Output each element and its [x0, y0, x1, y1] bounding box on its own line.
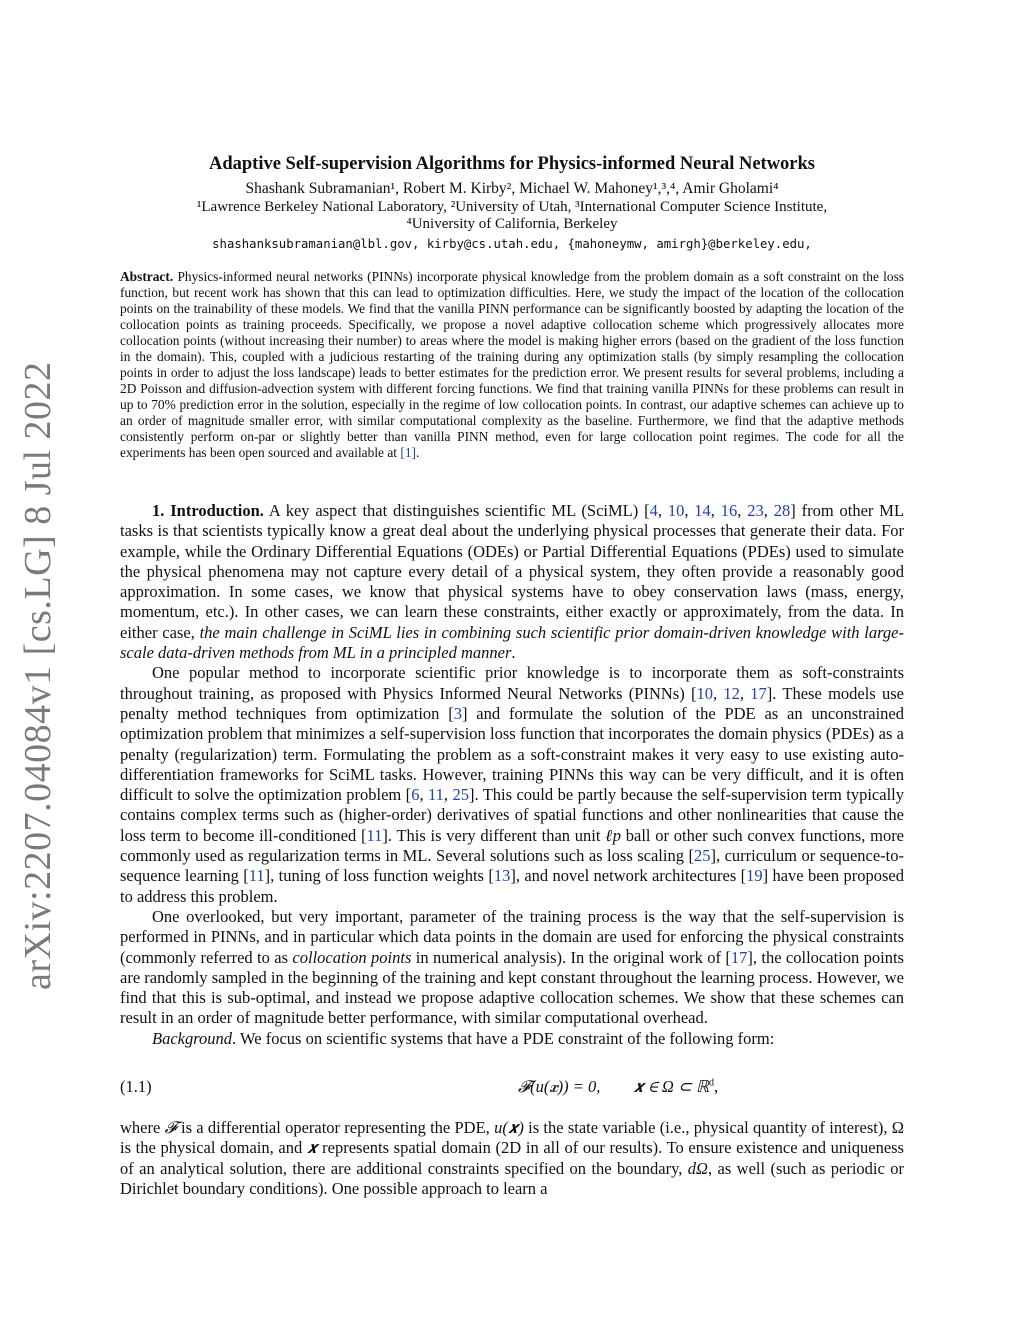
- citation-link[interactable]: 25: [452, 785, 469, 805]
- citation-link[interactable]: 23: [747, 501, 764, 520]
- emphasis-text: collocation points: [292, 947, 412, 967]
- citation-link[interactable]: 12: [723, 683, 740, 703]
- citation-link[interactable]: 17: [750, 683, 767, 703]
- math-symbol: u(𝒙): [494, 1118, 524, 1137]
- affiliation-line-1: ¹Lawrence Berkeley National Laboratory, ²University of Utah, ³International Computer Science Institute,: [196, 199, 828, 215]
- paper-title: Adaptive Self-supervision Algorithms for Physics-informed Neural Networks: [208, 154, 816, 174]
- abstract-end: .: [415, 445, 420, 460]
- text-run: One overlooked, but very important, parameter of the training process is the way that the self-supervision is performed in PINNs, and in particular which data points in the domain are used for enforcing the physical constraints (commonly referred to as: [120, 906, 904, 967]
- intro-paragraph-4: [120, 1029, 904, 1049]
- equation-body: [518, 1077, 718, 1097]
- citation-link[interactable]: 14: [694, 501, 711, 520]
- text-run: ]. This is very different than unit: [382, 825, 606, 845]
- text-run: ] from other ML tasks is that scientists typically know a great deal about the underlying physical processes that generate their data. For example, while the Ordinary Differential Equations (ODEs) or Partial Differential Equations (PDEs) used to simulate the physical phenomena may not capture every detail of a physical system, they often provide a reasonably good approximation. In some cases, we know that physical systems have to obey conservation laws (mass, energy, momentum, etc.). In other cases, we can learn these constraints, either exactly or approximately, from the data. In either case,: [120, 501, 905, 642]
- text-run: is the state variable (i.e., physical quantity of interest), Ω is the physical domain, and: [120, 1118, 904, 1158]
- emphasis-text: the main challenge in SciML lies in combining such scientific prior domain-driven knowledge with large-scale data-driven methods from ML in a principled manner: [120, 622, 904, 663]
- post-equation-paragraph: [120, 1118, 904, 1199]
- abstract-label: Abstract.: [120, 269, 174, 284]
- math-symbol: 𝒙: [306, 1138, 318, 1158]
- affiliation-line-2: ⁴University of California, Berkeley: [406, 216, 618, 232]
- citation-link[interactable]: 6: [411, 785, 420, 805]
- section-heading: 1. Introduction.: [152, 501, 264, 520]
- author-list: Shashank Subramanian¹, Robert M. Kirby², Michael W. Mahoney¹,³,⁴, Amir Gholami⁴: [245, 180, 779, 197]
- text-run: .: [511, 643, 516, 663]
- text-run: . We focus on scientific systems that have a PDE constraint of the following form:: [232, 1028, 775, 1048]
- equation-superscript: d: [708, 1077, 714, 1089]
- text-run: ] and formulate the solution of the PDE as an unconstrained optimization problem that minimizes a self-supervision loss function that incorporates the domain physics (PDEs) as a penalty (regularization) term. Formulating the problem as a soft-constraint makes it very easy to use existing auto-differentiation frameworks for SciML tasks. However, training PINNs this way can be very difficult, and it is often difficult to solve the optimization problem [: [120, 703, 904, 805]
- math-symbol: dΩ: [687, 1158, 708, 1178]
- introduction-section: [120, 501, 904, 1049]
- equation-number: (1.1): [120, 1077, 152, 1096]
- equation-rhs: 𝒙 ∈ Ω ⊂ ℝ: [633, 1077, 709, 1096]
- citation-link[interactable]: 4: [649, 501, 658, 520]
- text-run: where: [120, 1118, 165, 1137]
- citation-link[interactable]: 3: [453, 703, 462, 723]
- text-run: is a differential operator representing the PDE,: [176, 1118, 495, 1137]
- intro-paragraph-3: [120, 907, 904, 1029]
- citation-link[interactable]: 11: [366, 825, 383, 845]
- abstract: [120, 269, 904, 461]
- text-run: ], tuning of loss function weights [: [264, 866, 494, 886]
- citation-link[interactable]: 16: [720, 501, 738, 520]
- equation-1-1: [120, 1077, 904, 1099]
- citation-link[interactable]: 11: [428, 785, 444, 805]
- text-run: ball or other such convex functions, more commonly used as regularization terms in ML. Several solutions such as loss scaling [: [120, 825, 905, 866]
- citation-link[interactable]: 28: [773, 501, 791, 520]
- citation-link[interactable]: 10: [667, 501, 685, 520]
- citation-link[interactable]: 19: [746, 866, 763, 886]
- citation-link[interactable]: 17: [730, 947, 748, 967]
- text-run: represents spatial domain (2D in all of our results). To ensure existence and uniqueness of an analytical solution, there are additional constraints specified on the boundary,: [120, 1138, 904, 1178]
- citation-link[interactable]: 10: [696, 683, 713, 703]
- intro-paragraph-2: One popular method to incorporate scientific prior knowledge is to incorporate them as soft-constraints throughout training, as proposed with Physics Informed Neural Networks (PINNs) [10, 12, 17]. These models use penalty method techniques from optimization [3] and formulate the solution of the PDE as an unconstrained optimization problem that minimizes a self-supervision loss function that incorporates the domain physics (PDEs) as a penalty (regularization) term. Formulating the problem as a soft-constraint makes it very easy to use existing auto-differentiation frameworks for SciML tasks. However, training PINNs this way can be very difficult, and it is often difficult to solve the optimization problem [6, 11, 25]. This could be partly because the self-supervision term typically contains complex terms such as (higher-order) derivatives of spatial functions and other nonlinearities that cause the loss term to become ill-conditioned [11]. This is very different than unit ℓp ball or other such convex functions, more commonly used as regularization terms in ML. Several solutions such as loss scaling [25], curriculum or sequence-to-sequence learning [11], tuning of loss function weights [13], and novel network architectures [19] have been proposed to address this problem.: [120, 663, 905, 906]
- citation-link[interactable]: [1]: [400, 445, 416, 460]
- text-run: ]. This could be partly because the self-supervision term typically contains complex terms such as (higher-order) derivatives of spatial functions and other nonlinearities that cause the loss term to become ill-conditioned [: [120, 785, 904, 845]
- text-run: ]. These models use penalty method techniques from optimization [: [120, 683, 905, 723]
- text-run: ], curriculum or sequence-to-sequence learning [: [120, 846, 904, 886]
- text-run: A key aspect that distinguishes scientific ML (SciML) [: [268, 501, 650, 520]
- abstract-text: Physics-informed neural networks (PINNs) incorporate physical knowledge from the problem domain as a soft constraint on the loss function, but recent work has shown that this can lead to optimization difficulties. Here, we study the impact of the location of the collocation points on the trainability of these models. We find that the vanilla PINN performance can be significantly boosted by adapting the location of the collocation points as training proceeds. Specifically, we propose a novel adaptive collocation scheme which progressively allocates more collocation points (without increasing their number) to areas where the model is making higher errors (based on the gradient of the loss function in the domain). This, coupled with a judicious restarting of the training during any optimization stalls (by simply resampling the collocation points in order to adjust the loss landscape) leads to better estimates for the prediction error. We present results for several problems, including a 2D Poisson and diffusion-advection system with different forcing functions. We find that training vanilla PINNs for these problems can result in up to 70% prediction error in the solution, especially in the regime of low collocation points. In contrast, our adaptive schemes can achieve up to an order of magnitude smaller error, with similar computational complexity as the baseline. Furthermore, we find that the adaptive methods consistently perform on-par or slightly better than vanilla PINN method, even for large collocation point regimes. The code for all the experiments has been open sourced and available at: [120, 269, 904, 460]
- intro-paragraph-1: 1. Introduction. A key aspect that distinguishes scientific ML (SciML) [4, 10, 14, 16, 23, 28] from other ML tasks is that scientists typically know a great deal about the underlying physical processes that generate their data. For example, while the Ordinary Differential Equations (ODEs) or Partial Differential Equations (PDEs) used to simulate the physical phenomena may not capture every detail of a physical system, they often provide a reasonably good approximation. In some cases, we know that physical systems have to obey conservation laws (mass, energy, momentum, etc.). In other cases, we can learn these constraints, either exactly or approximately, from the data. In either case, the main challenge in SciML lies in combining such scientific prior domain-driven knowledge with large-scale data-driven methods from ML in a principled manner.: [120, 501, 905, 663]
- text-run: ], and novel network architectures [: [510, 866, 747, 886]
- math-symbol: ℓp: [605, 825, 621, 845]
- text-run: in numerical analysis). In the original work of [: [411, 947, 731, 967]
- arxiv-identifier: arXiv:2207.04084v1 [cs.LG] 8 Jul 2022: [17, 361, 59, 990]
- math-symbol: 𝓕: [164, 1118, 177, 1137]
- text-run: ] have been proposed to address this problem.: [120, 866, 904, 906]
- citation-link[interactable]: 25: [693, 846, 711, 866]
- text-run: ,: [713, 1077, 719, 1096]
- citation-link[interactable]: 11: [248, 866, 265, 886]
- text-run: , as well (such as periodic or Dirichlet boundary conditions). One possible approach to learn a: [120, 1158, 904, 1198]
- paragraph: [120, 1118, 904, 1199]
- author-emails: shashanksubramanian@lbl.gov, kirby@cs.utah.edu, {mahoneymw, amirgh}@berkeley.edu,: [212, 237, 812, 251]
- equation-lhs: 𝓕(u(𝒙)) = 0,: [518, 1077, 601, 1096]
- text-run: One popular method to incorporate scientific prior knowledge is to incorporate them as soft-constraints throughout training, as proposed with Physics Informed Neural Networks (PINNs) [: [120, 663, 904, 703]
- text-run: ], the collocation points are randomly sampled in the beginning of the training and kept constant throughout the learning process. However, we find that this is sub-optimal, and instead we propose adaptive collocation schemes. We show that these schemes can result in an order of magnitude better performance, with similar computational overhead.: [120, 947, 904, 1028]
- paragraph-heading: Background: [152, 1028, 233, 1048]
- citation-link[interactable]: 13: [493, 866, 511, 886]
